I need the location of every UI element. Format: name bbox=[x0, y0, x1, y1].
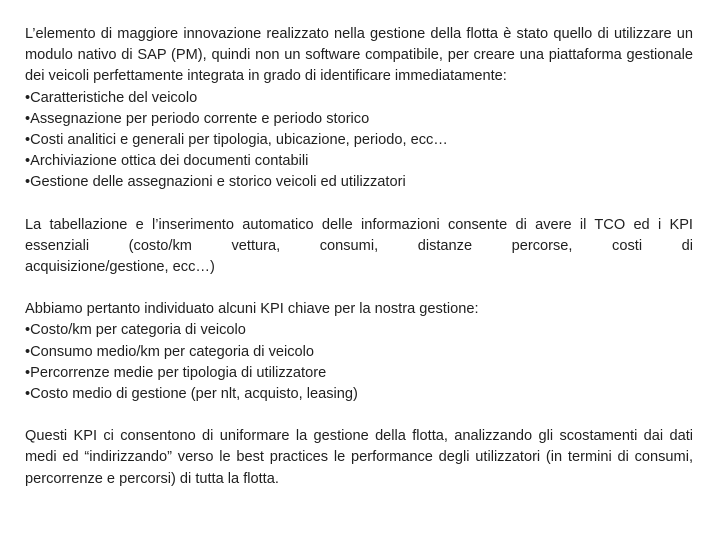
list-item bbox=[25, 172, 693, 193]
paragraph-spacer bbox=[25, 405, 693, 426]
kpi-list-intro: Abbiamo pertanto individuato alcuni KPI chiave per la nostra gestione: bbox=[25, 301, 479, 318]
feature-text: Gestione delle assegnazioni e storico veicoli ed utilizzatori bbox=[30, 174, 406, 191]
list-item bbox=[25, 384, 693, 405]
kpi-text: Percorrenze medie per tipologia di utilizzatore bbox=[30, 364, 327, 381]
bullet-icon: • bbox=[25, 364, 31, 381]
paragraph-spacer bbox=[25, 194, 693, 215]
bullet-icon: • bbox=[25, 110, 31, 127]
list-item bbox=[25, 109, 693, 130]
feature-text: Archiviazione ottica dei documenti contabili bbox=[30, 153, 309, 170]
bullet-icon: • bbox=[25, 174, 31, 191]
intro-paragraph: L’elemento di maggiore innovazione realizzato nella gestione della flotta è stato quello di utilizzare un modulo nativo di SAP (PM), quindi non un software compatibile, per creare una piattaforma gestionale dei veicoli perfettamente integrata in grado di identificare immediatamente: bbox=[25, 26, 693, 85]
kpi-text: Consumo medio/km per categoria di veicolo bbox=[30, 343, 315, 360]
features-list bbox=[25, 88, 693, 194]
paragraph-spacer bbox=[25, 278, 693, 299]
feature-text: Assegnazione per periodo corrente e periodo storico bbox=[30, 110, 370, 127]
list-item bbox=[25, 88, 693, 109]
kpi-text: Costo/km per categoria di veicolo bbox=[30, 322, 246, 339]
kpi-list bbox=[25, 320, 693, 405]
bullet-icon: • bbox=[25, 153, 31, 170]
bullet-icon: • bbox=[25, 386, 31, 403]
list-item bbox=[25, 342, 693, 363]
bullet-icon: • bbox=[25, 89, 31, 106]
list-item bbox=[25, 130, 693, 151]
kpi-intro-paragraph-end: acquisizione/gestione, ecc…) bbox=[25, 259, 215, 276]
list-item bbox=[25, 320, 693, 341]
feature-text: Costi analitici e generali per tipologia, ubicazione, periodo, ecc… bbox=[30, 132, 448, 149]
feature-text: Caratteristiche del veicolo bbox=[30, 89, 198, 106]
bullet-icon: • bbox=[25, 322, 31, 339]
list-item bbox=[25, 151, 693, 172]
bullet-icon: • bbox=[25, 343, 31, 360]
list-item bbox=[25, 363, 693, 384]
conclusion-paragraph: Questi KPI ci consentono di uniformare la gestione della flotta, analizzando gli scostamenti dai dati medi ed “indirizzando” verso le best practices le performance degli utilizzatori (in termini di consumi, percorrenze e percorsi) di tutta la flotta. bbox=[25, 428, 693, 487]
document-body bbox=[25, 24, 693, 490]
kpi-intro-paragraph: La tabellazione e l’inserimento automatico delle informazioni consente di avere il TCO ed i KPI essenziali (costo/km vettura, consumi, distanze percorse, costi di bbox=[25, 216, 693, 254]
kpi-text: Costo medio di gestione (per nlt, acquisto, leasing) bbox=[30, 386, 358, 403]
bullet-icon: • bbox=[25, 132, 31, 149]
